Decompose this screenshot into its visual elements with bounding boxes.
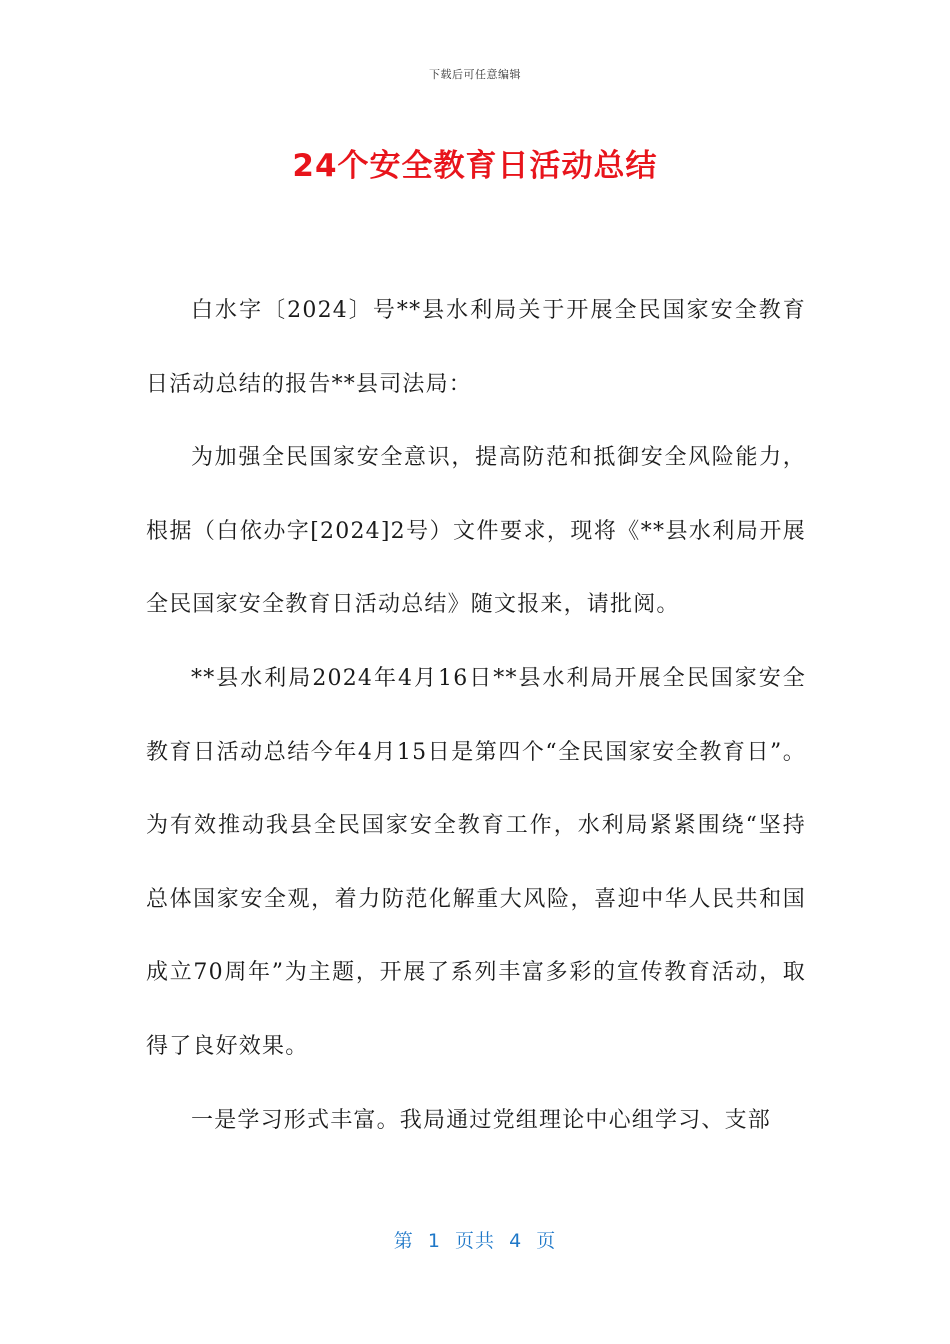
paragraph: 白水字〔2024〕号**县水利局关于开展全民国家安全教育日活动总结的报告**县司法局： (146, 298, 806, 397)
page-number-label: 第 1 页共 4 页 (393, 1230, 557, 1252)
document-body (146, 274, 806, 1157)
header-note: 下载后可任意编辑 (429, 68, 521, 81)
document-title: 24个安全教育日活动总结 (292, 148, 658, 184)
paragraph: 为加强全民国家安全意识，提高防范和抵御安全风险能力，根据（白依办字[2024]2号）文件要求，现将《**县水利局开展全民国家安全教育日活动总结》随文报来，请批阅。 (146, 445, 806, 618)
paragraph: **县水利局2024年4月16日**县水利局开展全民国家安全教育日活动总结今年4月15日是第四个“全民国家安全教育日”。为有效推动我县全民国家安全教育工作，水利局紧紧围绕“坚持总体国家安全观，着力防范化解重大风险，喜迎中华人民共和国成立70周年”为主题，开展了系列丰富多彩的宣传教育活动，取得了良好效果。 (146, 665, 806, 1059)
page-footer (0, 1226, 950, 1253)
paragraph: 一是学习形式丰富。我局通过党组理论中心组学习、支部 (191, 1107, 772, 1133)
